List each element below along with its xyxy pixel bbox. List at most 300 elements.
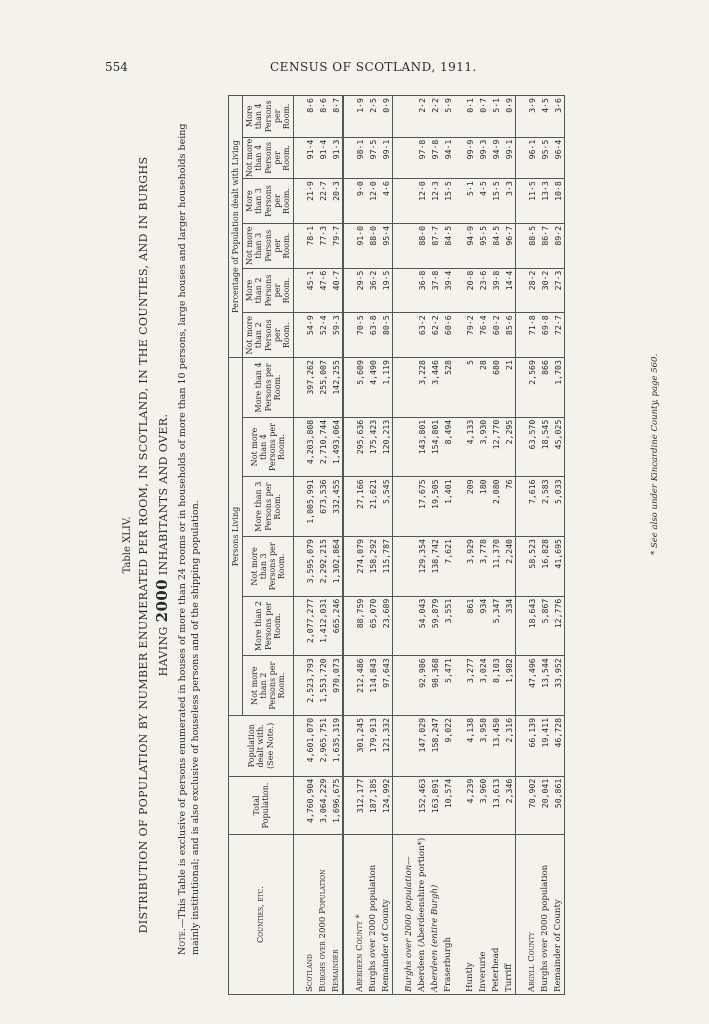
spacer-cell	[343, 715, 353, 776]
header-population-dealt-with: Population dealt with. (See Note.)	[229, 715, 294, 776]
percentage-cell	[402, 179, 415, 224]
page-number: 554	[105, 60, 128, 74]
persons-living-cell: 4,490	[366, 358, 379, 418]
header-counties: Counties, etc.	[229, 835, 294, 995]
population-dealt-cell: 179,913	[366, 715, 379, 776]
percentage-cell: 76·4	[476, 313, 489, 358]
persons-living-cell: 3,277	[463, 656, 476, 716]
percentage-cell: 39·8	[489, 268, 502, 313]
total-population-cell	[402, 776, 415, 835]
persons-living-cell: 3,930	[476, 417, 489, 477]
total-population-cell: 4,760,904	[303, 776, 316, 835]
persons-living-cell: 47,496	[525, 656, 538, 716]
persons-living-cell: 255,007	[316, 358, 329, 418]
persons-living-cell	[402, 656, 415, 716]
total-population-cell: 163,891	[428, 776, 441, 835]
population-dealt-cell: 1,635,319	[329, 715, 343, 776]
spacer-cell	[516, 268, 526, 313]
persons-living-cell	[402, 417, 415, 477]
persons-living-cell: 175,423	[366, 417, 379, 477]
total-population-cell: 4,239	[463, 776, 476, 835]
spacer-cell	[516, 477, 526, 537]
percentage-cell: 96·7	[502, 223, 516, 268]
table-row	[463, 96, 476, 995]
percentage-cell: 12·0	[366, 179, 379, 224]
spacer-cell	[454, 223, 463, 268]
percentage-cell: 0·1	[463, 96, 476, 138]
total-population-cell: 2,346	[502, 776, 516, 835]
percentage-cell	[402, 313, 415, 358]
percentage-cell: 97·8	[428, 137, 441, 179]
persons-living-cell: 59,879	[428, 596, 441, 656]
persons-living-cell: 1,703	[551, 358, 565, 418]
persons-living-cell: 45,025	[551, 417, 565, 477]
percentage-cell: 78·1	[303, 223, 316, 268]
persons-living-cell: 274,079	[353, 537, 366, 597]
percentage-cell: 28·2	[525, 268, 538, 313]
population-dealt-cell: 147,029	[415, 715, 428, 776]
header-sub: More than 4 Persons per Room.	[243, 358, 294, 418]
percentage-cell: 70·5	[353, 313, 366, 358]
title-line-2	[152, 95, 172, 995]
percentage-cell: 12·3	[428, 179, 441, 224]
percentage-cell: 60·6	[441, 313, 454, 358]
percentage-cell: 3·6	[551, 96, 565, 138]
persons-living-cell: 129,354	[415, 537, 428, 597]
persons-living-cell: 665,246	[329, 596, 343, 656]
spacer-cell	[393, 656, 403, 716]
spacer-row	[454, 96, 463, 995]
persons-living-cell: 16,828	[538, 537, 551, 597]
spacer-cell	[343, 477, 353, 537]
percentage-cell: 15·5	[489, 179, 502, 224]
percentage-cell: 30·2	[538, 268, 551, 313]
spacer-cell	[393, 268, 403, 313]
population-dealt-cell: 19,411	[538, 715, 551, 776]
note-label: Note.	[177, 928, 189, 955]
spacer-row	[516, 96, 526, 995]
population-dealt-cell: 4,601,070	[303, 715, 316, 776]
table-label: Table XLIV.	[122, 516, 133, 574]
percentage-cell: 80·5	[379, 313, 393, 358]
header-percentage: Percentage of Population dealt with Living	[229, 96, 243, 358]
row-name: Remainder of County	[551, 835, 565, 995]
spacer-cell	[343, 358, 353, 418]
row-name: Scotland	[303, 835, 316, 995]
header-sub: More than 3 Persons per Room.	[243, 477, 294, 537]
persons-living-cell: 3,929	[463, 537, 476, 597]
persons-living-cell: 866	[538, 358, 551, 418]
percentage-cell: 23·6	[476, 268, 489, 313]
total-population-cell: 187,185	[366, 776, 379, 835]
percentage-cell: 88·0	[366, 223, 379, 268]
table-row	[428, 96, 441, 995]
persons-living-cell: 33,952	[551, 656, 565, 716]
spacer-row	[393, 96, 403, 995]
spacer-cell	[516, 96, 526, 138]
persons-living-cell: 1,302,864	[329, 537, 343, 597]
percentage-cell: 40·7	[329, 268, 343, 313]
header-sub: Not more than 4 Persons per Room.	[243, 417, 294, 477]
percentage-cell: 94·1	[441, 137, 454, 179]
persons-living-cell: 98,368	[428, 656, 441, 716]
persons-living-cell: 1,412,031	[316, 596, 329, 656]
persons-living-cell: 3,446	[428, 358, 441, 418]
percentage-cell: 88·0	[415, 223, 428, 268]
persons-living-cell: 2,523,793	[303, 656, 316, 716]
percentage-cell: 96·4	[551, 137, 565, 179]
percentage-cell: 89·2	[551, 223, 565, 268]
spacer-cell	[516, 656, 526, 716]
spacer-cell	[454, 179, 463, 224]
persons-living-cell: 41,695	[551, 537, 565, 597]
persons-living-cell: 88,759	[353, 596, 366, 656]
percentage-cell: 69·8	[538, 313, 551, 358]
percentage-cell: 63·2	[415, 313, 428, 358]
percentage-cell	[402, 137, 415, 179]
persons-living-cell: 970,073	[329, 656, 343, 716]
persons-living-cell: 76	[502, 477, 516, 537]
spacer-cell	[294, 96, 304, 138]
spacer-cell	[294, 179, 304, 224]
spacer-cell	[393, 179, 403, 224]
percentage-cell: 95·5	[476, 223, 489, 268]
percentage-cell: 12·0	[415, 179, 428, 224]
persons-living-cell: 209	[463, 477, 476, 537]
spacer-cell	[516, 537, 526, 597]
spacer-cell	[516, 835, 526, 995]
header-sub: Not more than 2 Persons per Room.	[243, 313, 294, 358]
title-line-1: DISTRIBUTION OF POPULATION BY NUMBER ENUMERATED PER ROOM, IN SCOTLAND, IN THE COUNTIES, AND IN BURGHS	[137, 156, 150, 934]
table-title	[137, 95, 172, 995]
spacer-cell	[294, 776, 304, 835]
header-sub: More than 3 Persons per Room.	[243, 179, 294, 224]
total-population-cell: 20,041	[538, 776, 551, 835]
header-persons-living: Persons Living	[229, 358, 243, 716]
percentage-cell: 96·1	[525, 137, 538, 179]
table-row	[525, 96, 538, 995]
percentage-cell: 59·3	[329, 313, 343, 358]
percentage-cell: 79·7	[329, 223, 343, 268]
population-dealt-cell: 158,247	[428, 715, 441, 776]
percentage-cell	[402, 96, 415, 138]
running-title: CENSUS OF SCOTLAND, 1911.	[270, 60, 477, 74]
percentage-cell: 88·5	[525, 223, 538, 268]
persons-living-cell: 5,545	[379, 477, 393, 537]
percentage-cell: 98·1	[353, 137, 366, 179]
spacer-cell	[343, 313, 353, 358]
persons-living-cell: 97,643	[379, 656, 393, 716]
percentage-cell: 94·9	[463, 223, 476, 268]
persons-living-cell: 5,867	[538, 596, 551, 656]
persons-living-cell	[402, 358, 415, 418]
spacer-cell	[393, 358, 403, 418]
persons-living-cell: 2,710,744	[316, 417, 329, 477]
spacer-cell	[343, 537, 353, 597]
header-sub: More than 2 Persons per Room.	[243, 596, 294, 656]
persons-living-cell: 295,636	[353, 417, 366, 477]
total-population-cell: 3,960	[476, 776, 489, 835]
percentage-cell: 8·6	[303, 96, 316, 138]
persons-living-cell: 673,536	[316, 477, 329, 537]
table-row	[353, 96, 366, 995]
total-population-cell: 312,177	[353, 776, 366, 835]
percentage-cell: 4·6	[379, 179, 393, 224]
percentage-cell: 4·5	[538, 96, 551, 138]
header-total-population: Total Population.	[229, 776, 294, 835]
persons-living-cell	[402, 477, 415, 537]
population-dealt-cell: 4,138	[463, 715, 476, 776]
persons-living-cell: 120,213	[379, 417, 393, 477]
total-population-cell: 3,064,229	[316, 776, 329, 835]
percentage-cell: 39·4	[441, 268, 454, 313]
persons-living-cell: 2,080	[489, 477, 502, 537]
spacer-cell	[516, 596, 526, 656]
percentage-cell: 9·0	[353, 179, 366, 224]
spacer-cell	[294, 313, 304, 358]
percentage-cell: 91·4	[303, 137, 316, 179]
row-name: Aberdeen (entire Burgh)	[428, 835, 441, 995]
percentage-cell: 0·7	[476, 96, 489, 138]
table-row	[366, 96, 379, 995]
percentage-cell: 62·2	[428, 313, 441, 358]
spacer-cell	[294, 358, 304, 418]
spacer-cell	[294, 596, 304, 656]
header-sub: Not more than 2 Persons per Room.	[243, 656, 294, 716]
percentage-cell: 36·8	[415, 268, 428, 313]
percentage-cell: 0·9	[502, 96, 516, 138]
spacer-cell	[343, 96, 353, 138]
persons-living-cell: 158,292	[366, 537, 379, 597]
total-population-cell: 50,861	[551, 776, 565, 835]
percentage-cell: 2·5	[366, 96, 379, 138]
percentage-cell: 20·3	[329, 179, 343, 224]
percentage-cell: 13·3	[538, 179, 551, 224]
spacer-cell	[454, 835, 463, 995]
persons-living-cell: 7,621	[441, 537, 454, 597]
percentage-cell: 71·8	[525, 313, 538, 358]
spacer-cell	[454, 96, 463, 138]
percentage-cell: 36·2	[366, 268, 379, 313]
percentage-cell: 97·8	[415, 137, 428, 179]
percentage-cell: 8·7	[329, 96, 343, 138]
persons-living-cell: 21	[502, 358, 516, 418]
row-name: Aberdeen (Aberdeenshire portion*)	[415, 835, 428, 995]
row-name: Inverurie	[476, 835, 489, 995]
persons-living-cell: 332,455	[329, 477, 343, 537]
persons-living-cell: 1,553,720	[316, 656, 329, 716]
persons-living-cell: 114,843	[366, 656, 379, 716]
percentage-cell: 20·8	[463, 268, 476, 313]
persons-living-cell: 92,986	[415, 656, 428, 716]
persons-living-cell: 7,616	[525, 477, 538, 537]
persons-living-cell: 1,401	[441, 477, 454, 537]
persons-living-cell: 5,609	[353, 358, 366, 418]
spacer-cell	[294, 715, 304, 776]
header-sub: Not more than 3 Persons per Room.	[243, 537, 294, 597]
percentage-cell: 99·1	[502, 137, 516, 179]
persons-living-cell: 154,801	[428, 417, 441, 477]
total-population-cell: 124,992	[379, 776, 393, 835]
spacer-cell	[516, 179, 526, 224]
percentage-cell: 14·4	[502, 268, 516, 313]
percentage-cell: 3·3	[502, 179, 516, 224]
percentage-cell: 72·7	[551, 313, 565, 358]
spacer-cell	[516, 137, 526, 179]
persons-living-cell: 3,024	[476, 656, 489, 716]
persons-living-cell: 8,103	[489, 656, 502, 716]
persons-living-cell: 23,689	[379, 596, 393, 656]
table-row	[379, 96, 393, 995]
percentage-cell: 29·5	[353, 268, 366, 313]
spacer-cell	[454, 715, 463, 776]
population-dealt-cell: 121,332	[379, 715, 393, 776]
persons-living-cell: 21,621	[366, 477, 379, 537]
persons-living-cell: 18,545	[538, 417, 551, 477]
persons-living-cell: 63,570	[525, 417, 538, 477]
persons-living-cell: 65,070	[366, 596, 379, 656]
row-name: Fraserburgh	[441, 835, 454, 995]
percentage-cell: 5·1	[489, 96, 502, 138]
header-sub: More than 4 Persons per Room.	[243, 96, 294, 138]
percentage-cell: 47·6	[316, 268, 329, 313]
header-sub: More than 2 Persons per Room.	[243, 268, 294, 313]
row-name: Argyll County	[525, 835, 538, 995]
spacer-cell	[516, 223, 526, 268]
spacer-cell	[454, 358, 463, 418]
persons-living-cell: 1,982	[502, 656, 516, 716]
persons-living-cell: 143,801	[415, 417, 428, 477]
table-note	[177, 95, 203, 995]
percentage-cell: 11·5	[525, 179, 538, 224]
spacer-cell	[516, 715, 526, 776]
persons-living-cell: 142,255	[329, 358, 343, 418]
spacer-cell	[454, 537, 463, 597]
title-inhabitants: INHABITANTS AND OVER.	[156, 413, 170, 576]
population-dealt-cell: 13,450	[489, 715, 502, 776]
table-row	[441, 96, 454, 995]
spacer-cell	[393, 715, 403, 776]
rotated-table-page	[120, 95, 680, 995]
percentage-cell: 0·9	[379, 96, 393, 138]
spacer-cell	[454, 656, 463, 716]
spacer-cell	[393, 137, 403, 179]
note-text: —This Table is exclusive of persons enumerated in houses of more than 24 rooms or in households of more than 10 persons, large houses and larger households being mainly institutional; and is also exclusive of houseless persons and of the shipping population.	[177, 123, 201, 955]
percentage-cell	[402, 223, 415, 268]
persons-living-cell: 28	[476, 358, 489, 418]
persons-living-cell: 2,077,277	[303, 596, 316, 656]
percentage-cell: 91·4	[316, 137, 329, 179]
table-row	[303, 96, 316, 995]
persons-living-cell: 5,347	[489, 596, 502, 656]
row-name: Huntly	[463, 835, 476, 995]
spacer-cell	[393, 776, 403, 835]
spacer-cell	[393, 96, 403, 138]
percentage-cell: 94·9	[489, 137, 502, 179]
spacer-cell	[294, 477, 304, 537]
percentage-cell: 52·4	[316, 313, 329, 358]
persons-living-cell	[402, 537, 415, 597]
percentage-cell: 21·9	[303, 179, 316, 224]
population-dealt-cell: 46,728	[551, 715, 565, 776]
persons-living-cell: 8,494	[441, 417, 454, 477]
percentage-cell: 84·5	[489, 223, 502, 268]
percentage-cell: 10·8	[551, 179, 565, 224]
total-population-cell: 13,613	[489, 776, 502, 835]
persons-living-cell: 934	[476, 596, 489, 656]
population-dealt-cell: 2,316	[502, 715, 516, 776]
persons-living-cell: 58,523	[525, 537, 538, 597]
percentage-cell: 4·5	[476, 179, 489, 224]
spacer-cell	[343, 835, 353, 995]
persons-living-cell: 13,544	[538, 656, 551, 716]
spacer-cell	[516, 313, 526, 358]
persons-living-cell: 397,262	[303, 358, 316, 418]
row-name: Aberdeen County *	[353, 835, 366, 995]
spacer-cell	[294, 268, 304, 313]
table-row	[415, 96, 428, 995]
persons-living-cell: 5	[463, 358, 476, 418]
table-row	[402, 96, 415, 995]
title-2000: 2000	[152, 579, 171, 623]
persons-living-cell: 3,595,079	[303, 537, 316, 597]
header-sub: Not more than 4 Persons per Room.	[243, 137, 294, 179]
spacer-cell	[393, 223, 403, 268]
spacer-cell	[343, 417, 353, 477]
spacer-cell	[454, 268, 463, 313]
percentage-cell: 27·3	[551, 268, 565, 313]
population-dealt-cell: 66,139	[525, 715, 538, 776]
table-row	[538, 96, 551, 995]
spacer-cell	[343, 223, 353, 268]
percentage-cell: 37·8	[428, 268, 441, 313]
spacer-cell	[343, 776, 353, 835]
row-name: Remainder of County	[379, 835, 393, 995]
percentage-cell: 8·6	[316, 96, 329, 138]
percentage-cell: 95·4	[379, 223, 393, 268]
spacer-cell	[516, 776, 526, 835]
percentage-cell: 85·6	[502, 313, 516, 358]
table-row	[476, 96, 489, 995]
spacer-cell	[454, 776, 463, 835]
percentage-cell: 91·3	[329, 137, 343, 179]
table-row	[502, 96, 516, 995]
percentage-cell: 3·9	[525, 96, 538, 138]
spacer-cell	[454, 313, 463, 358]
row-name: Peterhead	[489, 835, 502, 995]
spacer-cell	[294, 137, 304, 179]
percentage-cell: 45·1	[303, 268, 316, 313]
spacer-cell	[454, 596, 463, 656]
persons-living-cell: 5,471	[441, 656, 454, 716]
table-row	[489, 96, 502, 995]
row-name: Burghs over 2000 Population	[316, 835, 329, 995]
spacer-cell	[294, 537, 304, 597]
percentage-cell: 95·5	[538, 137, 551, 179]
table-row	[329, 96, 343, 995]
spacer-cell	[454, 137, 463, 179]
percentage-cell: 2·2	[415, 96, 428, 138]
total-population-cell: 1,696,675	[329, 776, 343, 835]
spacer-row	[343, 96, 353, 995]
spacer-cell	[343, 137, 353, 179]
percentage-cell: 87·7	[428, 223, 441, 268]
percentage-cell: 79·2	[463, 313, 476, 358]
spacer-cell	[294, 656, 304, 716]
persons-living-cell: 861	[463, 596, 476, 656]
spacer-cell	[393, 537, 403, 597]
persons-living-cell: 2,240	[502, 537, 516, 597]
